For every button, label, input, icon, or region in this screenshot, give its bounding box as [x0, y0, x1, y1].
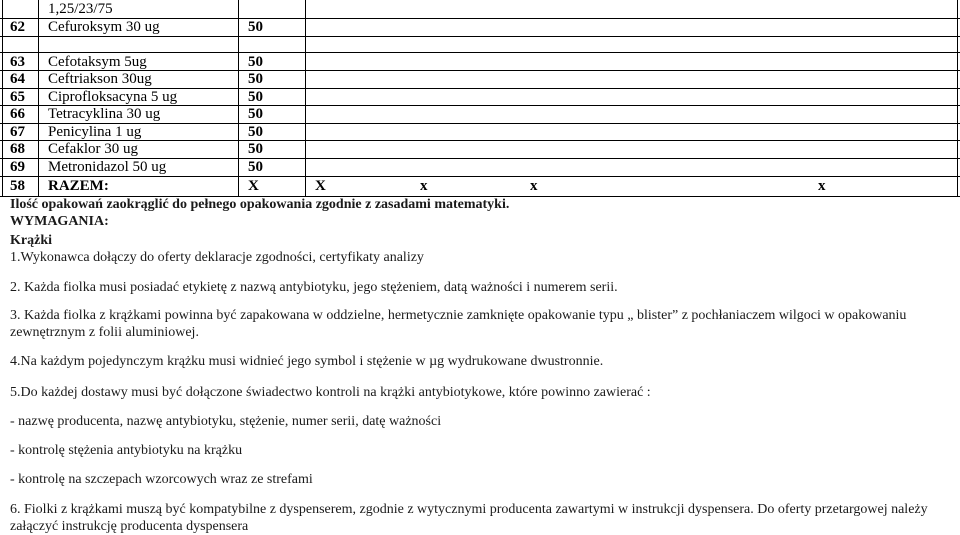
rounding-note: Ilość opakowań zaokrąglić do pełnego opakowania zgodnie z zasadami matematyki. [10, 197, 510, 212]
requirements-heading: WYMAGANIA: [10, 214, 109, 229]
table-column-divider [238, 0, 239, 197]
requirement-item-3: 3. Każda fiolka z krążkami powinna być zapakowana w oddzielne, hermetycznie zamknięte opakowanie typu „ blister” z pochłaniaczem wilgoci w opakowaniu zewnętrznym z folii aluminiowej. [10, 308, 907, 340]
requirement-item-4: 4.Na każdym pojedynczym krążku musi widnieć jego symbol i stężenie w µg wydrukowane dwustronnie. [10, 354, 604, 369]
row-product-name: Ceftriakson 30ug [48, 71, 152, 87]
row-quantity: 50 [248, 106, 263, 122]
discs-heading: Krążki [10, 233, 52, 248]
requirement-item-5c: - kontrolę na szczepach wzorcowych wraz ze strefami [10, 472, 313, 487]
row-product-name: Cefuroksym 30 ug [48, 19, 160, 35]
table-column-divider [38, 0, 39, 197]
table-row-divider [0, 52, 960, 53]
row-quantity: 50 [248, 71, 263, 87]
row-number: 65 [10, 89, 25, 105]
row-quantity: 50 [248, 54, 263, 70]
requirement-item-5a: - nazwę producenta, nazwę antybiotyku, stężenie, numer serii, datę ważności [10, 414, 442, 429]
requirement-item-5b: - kontrolę stężenia antybiotyku na krążku [10, 443, 243, 458]
row-number: 63 [10, 54, 25, 70]
table-column-divider [305, 0, 306, 197]
requirement-item-1: 1.Wykonawca dołączy do oferty deklaracje zgodności, certyfikaty analizy [10, 250, 424, 265]
row-number: 69 [10, 159, 25, 175]
row-product-name: Metronidazol 50 ug [48, 159, 167, 175]
table-border-right [957, 0, 958, 197]
table-row-divider [0, 140, 960, 141]
row-number: 64 [10, 71, 25, 87]
row-product-name: Tetracyklina 30 ug [48, 106, 161, 122]
table-continuation-cell: 1,25/23/75 [48, 1, 113, 17]
row-number: 62 [10, 19, 25, 35]
row-quantity: 50 [248, 89, 263, 105]
requirement-item-5: 5.Do każdej dostawy musi być dołączone świadectwo kontroli na krążki antybiotykowe, które powinno zawierać : [10, 385, 651, 400]
total-row-marker: x [530, 178, 538, 194]
total-row-marker: X [248, 178, 259, 194]
total-row-label: RAZEM: [48, 178, 109, 194]
requirement-item-6: 6. Fiolki z krążkami muszą być kompatybilne z dyspenserem, zgodnie z wytycznymi producenta zawartymi w instrukcji dyspensera. Do oferty przetargowej należy załączyć instrukcję producenta dyspensera [10, 502, 928, 534]
table-row-divider [0, 176, 960, 177]
row-quantity: 50 [248, 19, 263, 35]
total-row-marker: X [315, 178, 326, 194]
total-row-number: 58 [10, 178, 25, 194]
row-number: 68 [10, 141, 25, 157]
row-product-name: Ciprofloksacyna 5 ug [48, 89, 178, 105]
row-number: 66 [10, 106, 25, 122]
table-border-left [2, 0, 3, 197]
total-row-marker: x [420, 178, 428, 194]
row-quantity: 50 [248, 159, 263, 175]
table-row-divider [0, 36, 960, 37]
row-product-name: Cefaklor 30 ug [48, 141, 138, 157]
total-row-marker: x [818, 178, 826, 194]
row-product-name: Cefotaksym 5ug [48, 54, 147, 70]
table-row-divider [0, 123, 960, 124]
row-product-name: Penicylina 1 ug [48, 124, 142, 140]
row-quantity: 50 [248, 141, 263, 157]
row-number: 67 [10, 124, 25, 140]
requirement-item-2: 2. Każda fiolka musi posiadać etykietę z nazwą antybiotyku, jego stężeniem, datą ważności i numerem serii. [10, 280, 618, 295]
row-quantity: 50 [248, 124, 263, 140]
